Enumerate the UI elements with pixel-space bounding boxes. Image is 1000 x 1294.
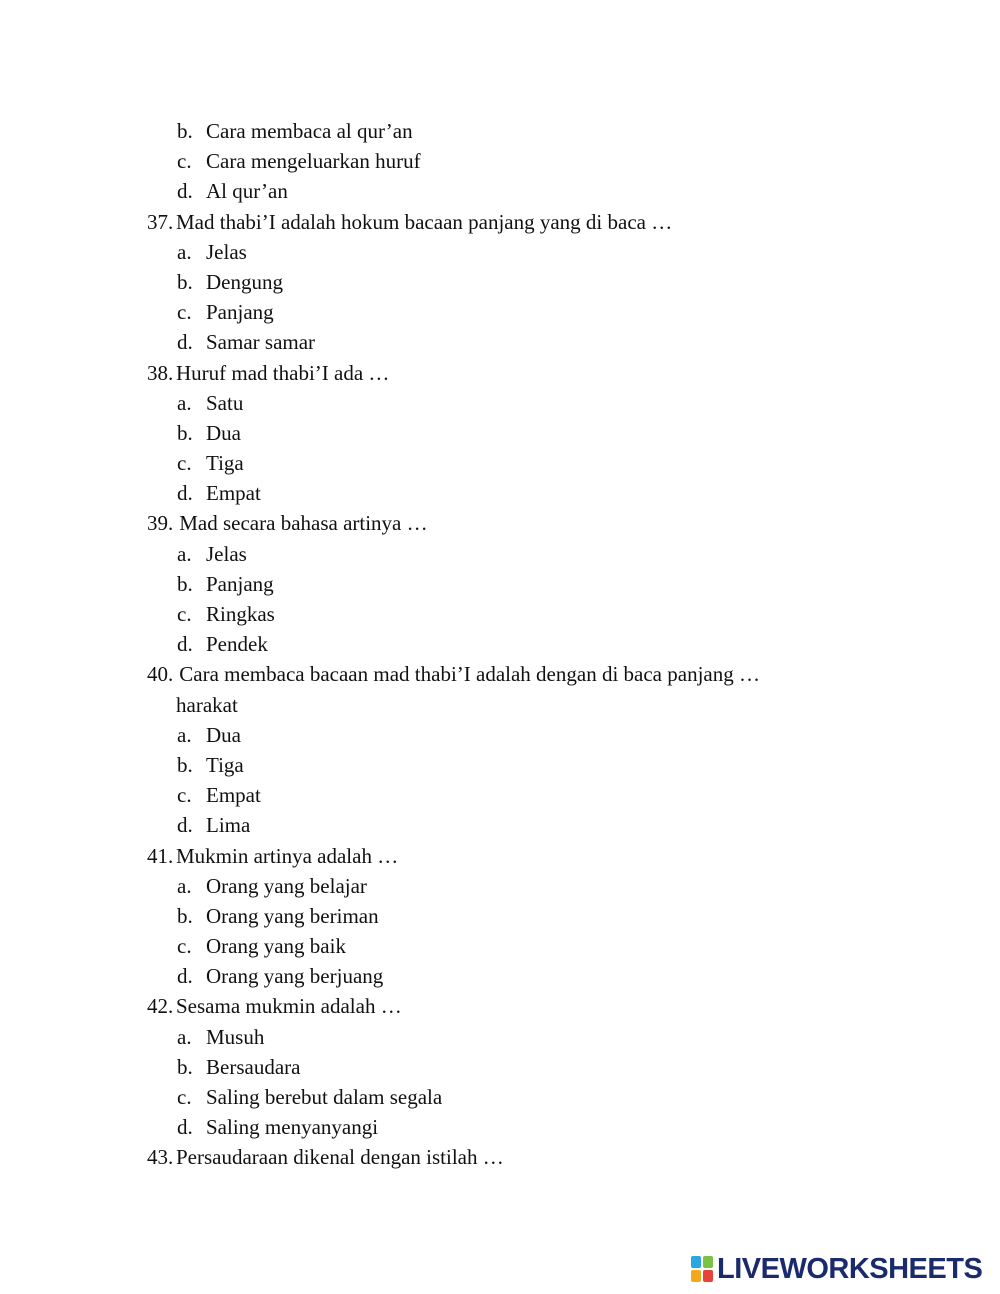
option-text: Al qur’an: [206, 179, 288, 204]
answer-option: [0, 176, 1000, 206]
option-text: Ringkas: [206, 602, 275, 626]
answer-option: [0, 116, 1000, 146]
option-letter: c.: [177, 783, 192, 808]
option-text: Cara membaca al qur’an: [206, 119, 413, 143]
question-number: 37.: [147, 209, 174, 234]
answer-option: [0, 931, 1000, 961]
option-letter: d.: [177, 813, 193, 838]
option-letter: c.: [177, 1085, 192, 1109]
option-text: Saling menyanyangi: [206, 1115, 379, 1140]
answer-option: [0, 810, 1000, 840]
answer-option: [0, 267, 1000, 297]
question-text: Sesama mukmin adalah …: [176, 994, 402, 1019]
question-number: 39.: [147, 511, 174, 536]
option-text: Panjang: [206, 571, 274, 596]
question-number: 43.: [147, 1145, 174, 1170]
option-text: Musuh: [206, 1024, 265, 1049]
option-text: Satu: [206, 390, 244, 415]
option-text: Empat: [206, 783, 261, 808]
question-text-continuation: harakat: [176, 692, 238, 717]
option-text: Tiga: [206, 752, 244, 777]
answer-option: [0, 1022, 1000, 1052]
option-text: Dengung: [206, 269, 283, 294]
logo-tile-4: [703, 1270, 713, 1282]
liveworksheets-logo-icon: [691, 1256, 713, 1282]
option-letter: c.: [177, 451, 192, 476]
logo-tile-1: [691, 1256, 701, 1268]
option-letter: a.: [177, 873, 192, 898]
answer-option: [0, 146, 1000, 176]
option-letter: a.: [177, 390, 192, 415]
option-text: Orang yang belajar: [206, 873, 367, 898]
option-letter: b.: [177, 420, 193, 445]
option-text: Orang yang baik: [206, 934, 346, 959]
option-letter: d.: [177, 179, 193, 204]
question-37: [0, 207, 1000, 237]
answer-option: [0, 448, 1000, 478]
answer-option: [0, 629, 1000, 659]
option-text: Pendek: [206, 632, 268, 657]
option-letter: c.: [177, 300, 192, 325]
question-number: 42.: [147, 994, 174, 1019]
option-letter: d.: [177, 481, 193, 506]
question-40: [0, 659, 1000, 689]
option-text: Empat: [206, 481, 261, 506]
option-letter: a.: [177, 239, 192, 264]
question-text: Cara membaca bacaan mad thabi’I adalah dengan di baca panjang …: [179, 662, 760, 687]
answer-option: [0, 750, 1000, 780]
worksheet-page: [0, 116, 1000, 1173]
answer-option: [0, 327, 1000, 357]
logo-tile-3: [691, 1270, 701, 1282]
option-text: Jelas: [206, 239, 247, 264]
answer-option: [0, 418, 1000, 448]
question-39: [0, 508, 1000, 538]
question-text: Mukmin artinya adalah …: [176, 843, 399, 868]
question-38: [0, 358, 1000, 388]
option-letter: b.: [177, 571, 193, 596]
question-number: 40.: [147, 662, 174, 687]
answer-option: [0, 599, 1000, 629]
logo-text: LIVEWORKSHEETS: [717, 1252, 983, 1285]
option-text: Orang yang beriman: [206, 903, 379, 928]
question-number: 41.: [147, 843, 174, 868]
option-letter: a.: [177, 1024, 192, 1049]
answer-option: [0, 297, 1000, 327]
option-text: Bersaudara: [206, 1054, 301, 1079]
option-letter: b.: [177, 1054, 193, 1079]
option-letter: c.: [177, 934, 192, 959]
option-text: Dua: [206, 420, 241, 445]
answer-option: [0, 901, 1000, 931]
answer-option: [0, 237, 1000, 267]
answer-option: [0, 569, 1000, 599]
option-letter: d.: [177, 632, 193, 657]
option-text: Samar samar: [206, 330, 316, 355]
question-text: Mad thabi’I adalah hokum bacaan panjang yang di baca …: [176, 209, 673, 234]
answer-option: [0, 720, 1000, 750]
option-letter: b.: [177, 752, 193, 777]
answer-option: [0, 388, 1000, 418]
answer-option: [0, 961, 1000, 991]
option-text: Dua: [206, 722, 241, 747]
question-42: [0, 991, 1000, 1021]
answer-option: [0, 478, 1000, 508]
option-text: Lima: [206, 813, 251, 838]
option-text: Cara mengeluarkan huruf: [206, 149, 421, 174]
option-letter: d.: [177, 1115, 193, 1140]
option-text: Orang yang berjuang: [206, 964, 384, 989]
answer-option: [0, 1112, 1000, 1142]
option-letter: d.: [177, 964, 193, 989]
option-letter: b.: [177, 269, 193, 294]
answer-option: [0, 539, 1000, 569]
liveworksheets-logo[interactable]: [691, 1254, 982, 1284]
question-text: Mad secara bahasa artinya …: [179, 511, 428, 536]
question-text: Persaudaraan dikenal dengan istilah …: [176, 1145, 504, 1170]
answer-option: [0, 871, 1000, 901]
option-letter: a.: [177, 722, 192, 747]
answer-option: [0, 780, 1000, 810]
question-43: [0, 1142, 1000, 1172]
option-text: Saling berebut dalam segala: [206, 1085, 443, 1109]
option-letter: c.: [177, 149, 192, 174]
option-letter: b.: [177, 903, 193, 928]
logo-tile-2: [703, 1256, 713, 1268]
answer-option: [0, 1082, 1000, 1112]
option-letter: b.: [177, 119, 193, 143]
option-letter: a.: [177, 541, 192, 566]
question-text: Huruf mad thabi’I ada …: [176, 360, 390, 385]
option-text: Jelas: [206, 541, 247, 566]
option-text: Tiga: [206, 451, 244, 476]
question-41: [0, 841, 1000, 871]
option-letter: c.: [177, 602, 192, 626]
option-text: Panjang: [206, 300, 274, 325]
question-number: 38.: [147, 360, 174, 385]
option-letter: d.: [177, 330, 193, 355]
answer-option: [0, 1052, 1000, 1082]
